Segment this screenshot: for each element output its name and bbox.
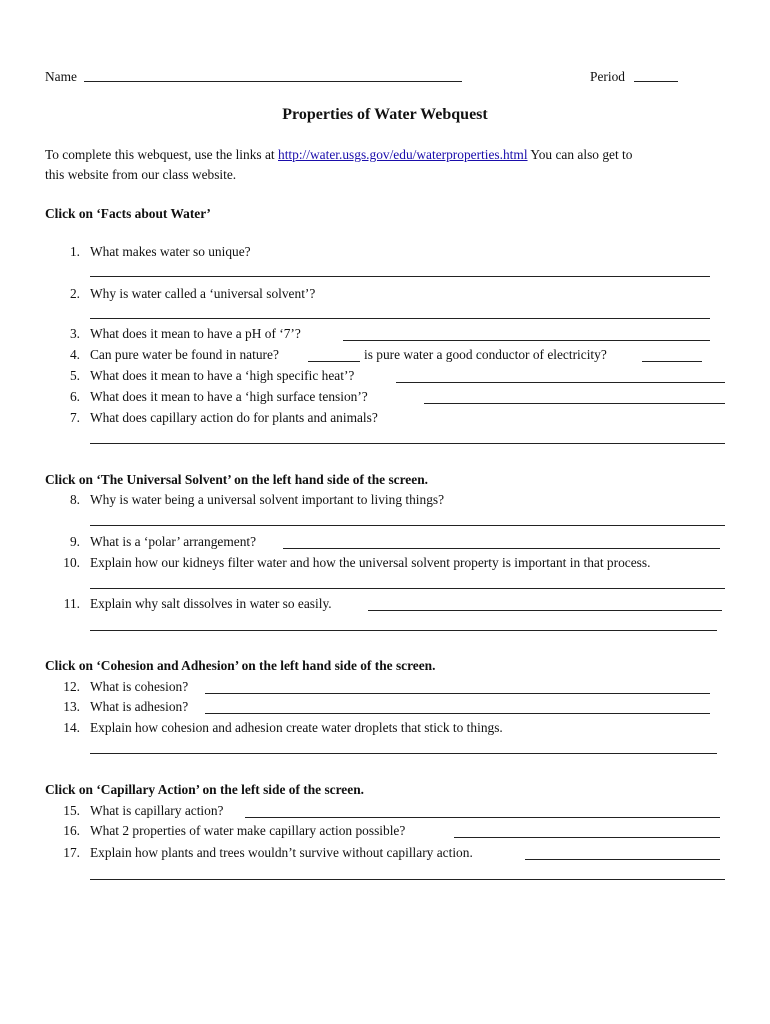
question-number: 16.: [63, 823, 80, 838]
question-text: What does it mean to have a ‘high specific heat’?: [90, 368, 355, 383]
period-label: Period: [590, 69, 625, 84]
answer-line[interactable]: [396, 382, 725, 383]
answer-line[interactable]: [90, 443, 725, 444]
answer-line[interactable]: [454, 837, 720, 838]
answer-line[interactable]: [308, 361, 360, 362]
question-number: 11.: [63, 596, 80, 611]
intro-text-after: You can also get to: [530, 147, 633, 162]
answer-line[interactable]: [205, 693, 710, 694]
question-text: What does it mean to have a ‘high surface tension’?: [90, 389, 368, 404]
section-heading-capillary-action: Click on ‘Capillary Action’ on the left side of the screen.: [45, 782, 364, 797]
question-number: 13.: [63, 699, 80, 714]
page-title: Properties of Water Webquest: [282, 106, 488, 123]
question-number: 9.: [69, 534, 80, 549]
question-number: 2.: [69, 286, 80, 301]
question-text: Explain why salt dissolves in water so easily.: [90, 596, 332, 611]
question-number: 8.: [69, 492, 80, 507]
question-number: 4.: [69, 347, 80, 362]
question-number: 3.: [69, 326, 80, 341]
answer-line[interactable]: [205, 713, 710, 714]
question-text: Explain how our kidneys filter water and how the universal solvent property is important in that process.: [90, 555, 651, 570]
question-text: Explain how plants and trees wouldn’t survive without capillary action.: [90, 845, 473, 860]
answer-line[interactable]: [283, 548, 720, 549]
question-text: Explain how cohesion and adhesion create water droplets that stick to things.: [90, 720, 503, 735]
question-text-part-2: is pure water a good conductor of electricity?: [364, 347, 607, 362]
answer-line[interactable]: [90, 879, 725, 880]
answer-line[interactable]: [642, 361, 702, 362]
question-text: Can pure water be found in nature?: [90, 347, 279, 362]
question-text: What is capillary action?: [90, 803, 224, 818]
answer-line[interactable]: [525, 859, 720, 860]
answer-line[interactable]: [368, 610, 722, 611]
section-heading-universal-solvent: Click on ‘The Universal Solvent’ on the left hand side of the screen.: [45, 472, 428, 487]
answer-line[interactable]: [245, 817, 720, 818]
intro-text-before-content: To complete this webquest, use the links at: [45, 147, 275, 162]
question-text: What is cohesion?: [90, 679, 189, 694]
question-number: 1.: [69, 244, 80, 259]
question-number: 15.: [63, 803, 80, 818]
question-text: What is adhesion?: [90, 699, 189, 714]
question-text: What 2 properties of water make capillary action possible?: [90, 823, 406, 838]
question-text: Why is water called a ‘universal solvent’?: [90, 286, 316, 301]
question-text: What does it mean to have a pH of ‘7’?: [90, 326, 301, 341]
answer-line[interactable]: [90, 525, 725, 526]
question-number: 17.: [63, 845, 80, 860]
answer-line[interactable]: [90, 588, 725, 589]
intro-text-before: [45, 147, 632, 163]
answer-line[interactable]: [90, 753, 717, 754]
answer-line[interactable]: [90, 276, 710, 277]
question-text: What does capillary action do for plants and animals?: [90, 410, 378, 425]
question-number: 6.: [69, 389, 80, 404]
question-text: What is a ‘polar’ arrangement?: [90, 534, 257, 549]
question-text: What makes water so unique?: [90, 244, 251, 259]
intro-line-2: this website from our class website.: [45, 167, 237, 182]
question-number: 7.: [69, 410, 80, 425]
question-number: 14.: [63, 720, 80, 735]
name-answer-line[interactable]: [84, 81, 462, 82]
section-heading-facts: Click on ‘Facts about Water’: [45, 206, 211, 221]
answer-line[interactable]: [90, 318, 710, 319]
question-text: Why is water being a universal solvent important to living things?: [90, 492, 445, 507]
name-label: Name: [45, 69, 77, 84]
usgs-link[interactable]: http://water.usgs.gov/edu/waterproperties.html: [278, 147, 528, 162]
period-answer-line[interactable]: [634, 81, 678, 82]
question-number: 5.: [69, 368, 80, 383]
question-number: 12.: [63, 679, 80, 694]
answer-line[interactable]: [424, 403, 725, 404]
answer-line[interactable]: [90, 630, 717, 631]
section-heading-cohesion-adhesion: Click on ‘Cohesion and Adhesion’ on the left hand side of the screen.: [45, 658, 436, 673]
answer-line[interactable]: [343, 340, 710, 341]
question-number: 10.: [63, 555, 80, 570]
